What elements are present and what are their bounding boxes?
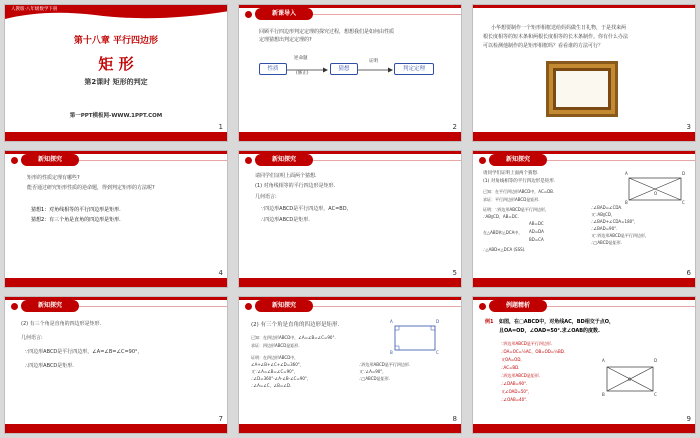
slide-number: 2 <box>452 123 457 131</box>
problem-text-2: 根长度相等的短木条和两根长度相等的长木条制作。你有什么办法 <box>483 34 629 40</box>
header-dot-icon <box>245 303 252 310</box>
slide-thumbnail-5[interactable] <box>238 150 462 288</box>
proof-right-1: ∴四边形ABCD是平行四边形. <box>359 362 411 367</box>
rectangle-diagram <box>623 173 689 205</box>
proof-line-5: ∴∠A=∠C，∠B=∠D. <box>251 383 292 388</box>
slide-footer-bar <box>239 424 461 433</box>
proof-line-1: 证明：∵四边形ABCD是平行四边形， <box>483 207 549 212</box>
vertex-a-label: A <box>602 358 605 363</box>
header-rule <box>547 306 695 307</box>
proof-right-2: 又∵∠A=90°， <box>359 369 387 374</box>
case-2-text: (2) 有三个角是直角的四边形是矩形. <box>21 321 102 327</box>
intro-text-2: 定理猜想出判定定理的? <box>259 37 312 43</box>
solution-line-4: ∴AC=BD. <box>501 365 520 370</box>
slide-footer-bar <box>473 424 695 433</box>
question-text-1: 矩形的性质定理有哪些? <box>27 175 80 181</box>
solution-line-3: 又OA=OD, <box>501 357 522 362</box>
vertex-d-label: D <box>436 319 440 324</box>
section-header: 新知探究 <box>21 154 79 166</box>
slide-footer-bar <box>5 424 227 433</box>
slide-thumbnail-1[interactable] <box>4 4 228 142</box>
slide-thumbnail-8[interactable] <box>238 296 462 434</box>
slide-number: 7 <box>218 415 223 423</box>
proof-line-4: ∴∠D=360°-∠A-∠B-∠C=90°， <box>251 376 311 381</box>
intro-text: 回顾平行四边形判定定理的探究过程，想想我们是如何由性质 <box>259 29 395 35</box>
geometry-language-label: 几何语言: <box>21 335 43 341</box>
conjecture-2: 猜想2：有三个角是直角的四边形是矩形. <box>31 217 121 223</box>
question-text-2: 能否通过研究矩形性质的逆命题，得到判定矩形的方法呢? <box>27 185 155 191</box>
conjecture-box: 猜想 <box>330 63 358 75</box>
slide-number: 4 <box>218 269 223 277</box>
converse-label: 逆命题 <box>294 56 308 61</box>
center-o-label: O <box>628 377 632 382</box>
vertex-c-label: C <box>654 392 657 397</box>
top-strip <box>473 5 695 8</box>
vertex-b-label: B <box>625 200 628 205</box>
proof-line-1: 证明：在四边形ABCD中， <box>251 355 299 360</box>
proof-line-2: ∠A+∠B+∠C+∠D=360°， <box>251 362 304 367</box>
slide-footer-bar <box>5 132 227 141</box>
solution-line-5: ∴四边形ABCD是矩形. <box>501 373 541 378</box>
proof-cond-1: AB=DC <box>529 221 544 226</box>
slide-footer-bar <box>239 278 461 287</box>
slide-footer-bar <box>473 278 695 287</box>
problem-text-3: 可以检测他制作的是矩形相框吗？看看谁的方法可行？ <box>483 43 604 49</box>
proof-cond-3: BD=CA <box>529 237 544 242</box>
chapter-title: 第十八章 平行四边形 <box>73 36 159 46</box>
solution-line-8: ∴∠OAB=40°. <box>501 397 528 402</box>
section-header: 新知探究 <box>489 154 547 166</box>
prompt-text: 请同学们证明上面两个猜想. <box>483 171 539 176</box>
proof-line-2: ∴AB∥CD，AB=DC. <box>483 214 519 219</box>
slide-footer-bar <box>473 132 695 141</box>
vertex-d-label: D <box>654 358 658 363</box>
header-rule <box>313 160 461 161</box>
theorem-box: 判定定理 <box>394 63 434 75</box>
header-dot-icon <box>11 303 18 310</box>
given-statement: ∵四边形ABCD是平行四边形，AC=BD, <box>261 206 349 212</box>
vertex-a-label: A <box>390 319 393 324</box>
vertex-a-label: A <box>625 171 628 176</box>
header-dot-icon <box>11 157 18 164</box>
header-dot-icon <box>245 11 252 18</box>
proof-label: 证明 <box>369 59 378 64</box>
vertex-c-label: C <box>436 350 439 355</box>
geometry-language-label: 几何语言: <box>255 194 277 200</box>
case-1-text: (1) 对角线相等的平行四边形是矩形. <box>255 183 336 189</box>
header-rule <box>79 160 227 161</box>
prompt-text: 请同学们证明上面两个猜想. <box>255 173 317 179</box>
proof-line-3: 又∵∠A=∠B=∠C=90°， <box>251 369 298 374</box>
arrow-icon <box>287 67 329 73</box>
given-statement: ∵四边形ABCD是平行四边形，∠A=∠B=∠C=90°， <box>25 349 143 355</box>
header-dot-icon <box>245 157 252 164</box>
revise-label: (修正) <box>296 71 309 76</box>
slide-number: 6 <box>686 269 691 277</box>
conclusion-statement: ∴四边形ABCD是矩形. <box>261 217 310 223</box>
vertex-d-label: D <box>682 171 686 176</box>
solution-line-7: 又∠OAD=50°， <box>501 389 532 394</box>
slide-thumbnail-9[interactable] <box>472 296 696 434</box>
vertex-b-label: B <box>390 350 393 355</box>
proof-right-4: ∴∠BAD=90°. <box>591 226 618 231</box>
prove-text: 求证：四边形ABCD是矩形. <box>251 343 300 348</box>
example-text-1: 如图，在□ABCD中，对角线AC，BD相交于点O， <box>499 319 614 325</box>
section-header: 新知探究 <box>255 154 313 166</box>
proof-right-3: ∴∠BAD+∠CDA=180°， <box>591 219 639 224</box>
lesson-title: 第2课时 矩形的判定 <box>84 78 148 86</box>
header-rule <box>547 160 695 161</box>
slide-number: 8 <box>452 415 457 423</box>
proof-line-4: ∴△ABD≌△DCA (SSS). <box>483 247 526 252</box>
header-rule <box>313 306 461 307</box>
header-dot-icon <box>479 303 486 310</box>
vertex-b-label: B <box>602 392 605 397</box>
conclusion-statement: ∴四边形ABCD是矩形. <box>25 363 74 369</box>
slide-title: 矩 形 <box>98 55 134 73</box>
example-text-2: 且OA=OD，∠OAD=50°.求∠OAB的度数. <box>499 328 600 334</box>
proof-right-3: ∴□ABCD是矩形. <box>359 376 390 381</box>
center-o-label: O <box>654 191 658 196</box>
property-box: 性质 <box>259 63 287 75</box>
given-text: 已知：在四边形ABCD中，∠A=∠B=∠C=90°. <box>251 335 336 340</box>
proof-right-1: ∴∠BAD=∠CDA. <box>591 205 623 210</box>
header-rule <box>79 306 227 307</box>
course-logo-text: 人教版·八年级数学下册 <box>11 7 58 12</box>
slide-thumbnail-6[interactable] <box>472 150 696 288</box>
vertex-c-label: C <box>682 200 685 205</box>
header-dot-icon <box>479 157 486 164</box>
prove-text: 求证：平行四边形ABCD是矩形. <box>483 197 540 202</box>
proof-right-2: 又∵AB∥CD， <box>591 212 615 217</box>
conjecture-1: 猜想1：对角线相等的平行四边形是矩形. <box>31 207 121 213</box>
section-header: 例题精析 <box>489 300 547 312</box>
example-label: 例1 <box>485 319 494 325</box>
slide-number: 5 <box>452 269 457 277</box>
picture-frame-image <box>545 60 619 118</box>
slide-number: 1 <box>218 123 223 131</box>
slide-number: 9 <box>686 415 691 423</box>
slide-number: 3 <box>686 123 691 131</box>
given-text: 已知：在平行四边形ABCD中，AC=DB. <box>483 189 555 194</box>
proof-cond-2: AD=DA <box>529 229 544 234</box>
case-1-text: (1) 对角线相等的平行四边形是矩形. <box>483 179 556 184</box>
header-rule <box>313 14 461 15</box>
proof-right-6: ∴□ABCD是矩形. <box>591 240 622 245</box>
solution-line-2: ∴OA=OC=½AC，OB=OD=½BD. <box>501 349 566 354</box>
section-header: 新知探究 <box>21 300 79 312</box>
proof-line-3: 在△ABD和△DCA中， <box>483 230 523 235</box>
slide-thumbnail-2[interactable] <box>238 4 462 142</box>
problem-text-1: 小华想要制作一个矩形相框送给妈妈做生日礼物，于是找来两 <box>491 25 627 31</box>
case-2-text: (2) 有三个角是直角的四边形是矩形. <box>251 322 340 328</box>
proof-right-5: 又∵四边形ABCD是平行四边形， <box>591 233 649 238</box>
section-header: 新课导入 <box>255 8 313 20</box>
solution-line-6: ∴∠DAB=90°. <box>501 381 528 386</box>
slide-thumbnail-7[interactable] <box>4 296 228 434</box>
solution-line-1: ∵四边形ABCD是平行四边形. <box>501 341 553 346</box>
slide-footer-bar <box>5 278 227 287</box>
rectangle-diagram <box>389 321 441 355</box>
slide-thumbnail-4[interactable] <box>4 150 228 288</box>
section-header: 新知探究 <box>255 300 313 312</box>
site-text: 第一PPT模板网-WWW.1PPT.COM <box>69 113 163 119</box>
slide-footer-bar <box>239 132 461 141</box>
slide-thumbnail-3[interactable] <box>472 4 696 142</box>
arrow-icon <box>358 67 394 73</box>
